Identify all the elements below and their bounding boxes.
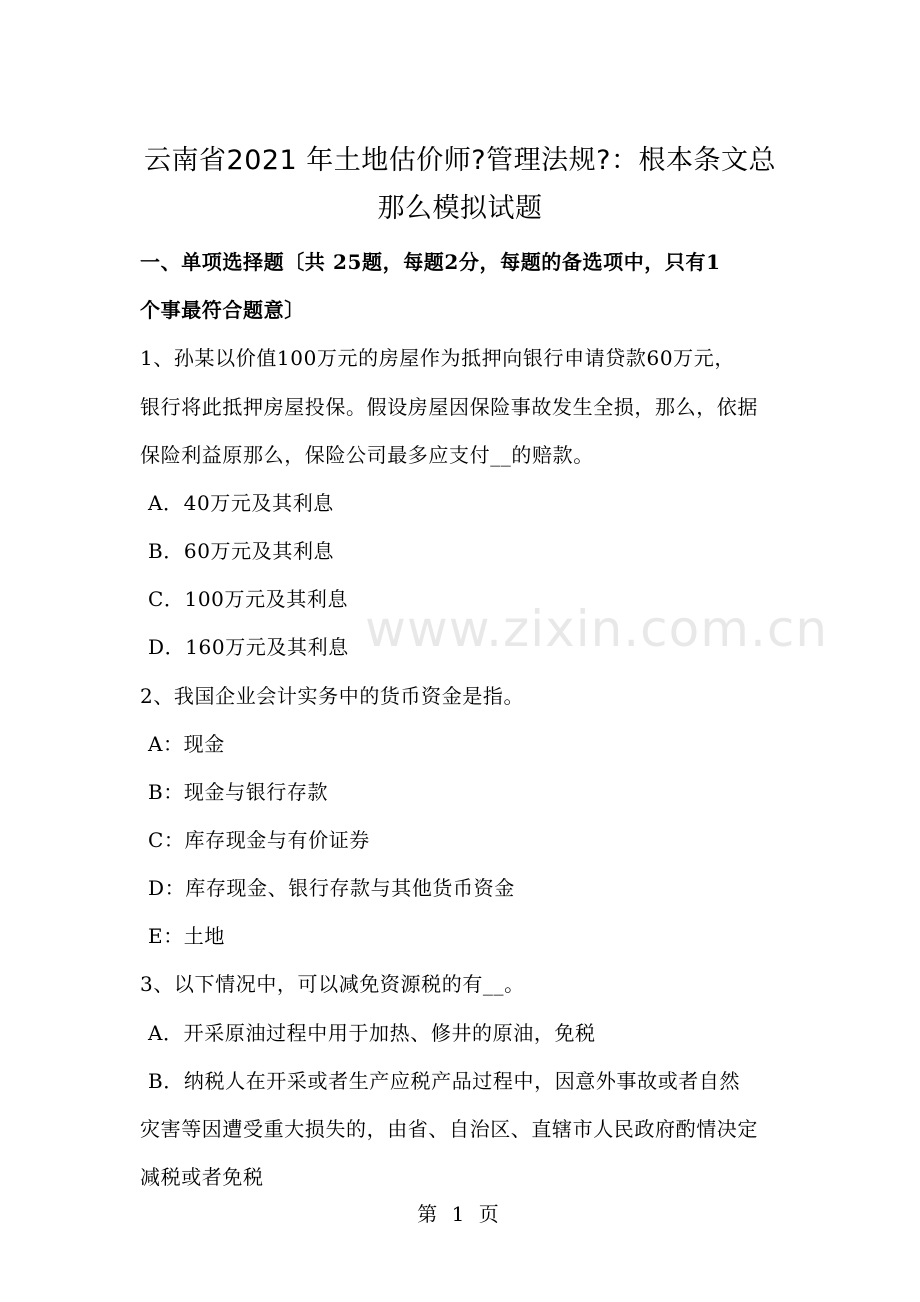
- question-1-line-2: 银行将此抵押房屋投保。假设房屋因保险事故发生全损，那么，依据: [140, 395, 758, 419]
- question-3-line-1: 3、以下情况中，可以减免资源税的有__。: [140, 972, 525, 996]
- question-1-option-b: B．60万元及其利息: [148, 539, 335, 563]
- question-1-line-1: 1、孙某以价值100万元的房屋作为抵押向银行申请贷款60万元，: [140, 346, 735, 370]
- watermark-text: www.zixin.com.cn: [365, 600, 829, 658]
- question-1-line-3: 保险利益原那么，保险公司最多应支付__的赔款。: [140, 443, 594, 467]
- document-title-line-1: 云南省2021 年土地估价师?管理法规?：根本条文总: [144, 145, 776, 176]
- question-2-option-a: A：现金: [148, 732, 225, 756]
- section-heading-line-2: 个事最符合题意〕: [140, 298, 305, 322]
- page-number: 第 1 页: [417, 1202, 503, 1226]
- question-2-option-d: D：库存现金、银行存款与其他货币资金: [148, 876, 515, 900]
- question-3-option-b-line-2: 灾害等因遭受重大损失的，由省、自治区、直辖市人民政府酌情决定: [140, 1117, 758, 1141]
- question-3-option-b-line-3: 减税或者免税: [140, 1165, 264, 1189]
- document-title-line-2: 那么模拟试题: [377, 193, 543, 224]
- question-2-option-c: C：库存现金与有价证券: [148, 828, 370, 852]
- question-1-option-a: A．40万元及其利息: [148, 491, 334, 515]
- question-2-line-1: 2、我国企业会计实务中的货币资金是指。: [140, 684, 525, 708]
- section-heading-line-1: 一、单项选择题〔共 25题，每题2分，每题的备选项中，只有1: [140, 250, 721, 274]
- question-3-option-b-line-1: B．纳税人在开采或者生产应税产品过程中，因意外事故或者自然: [148, 1069, 741, 1093]
- question-1-option-c: C．100万元及其利息: [148, 587, 349, 611]
- question-3-option-a: A．开采原油过程中用于加热、修井的原油，免税: [148, 1021, 596, 1045]
- question-2-option-e: E：土地: [148, 924, 225, 948]
- question-1-option-d: D．160万元及其利息: [148, 635, 349, 659]
- question-2-option-b: B：现金与银行存款: [148, 780, 329, 804]
